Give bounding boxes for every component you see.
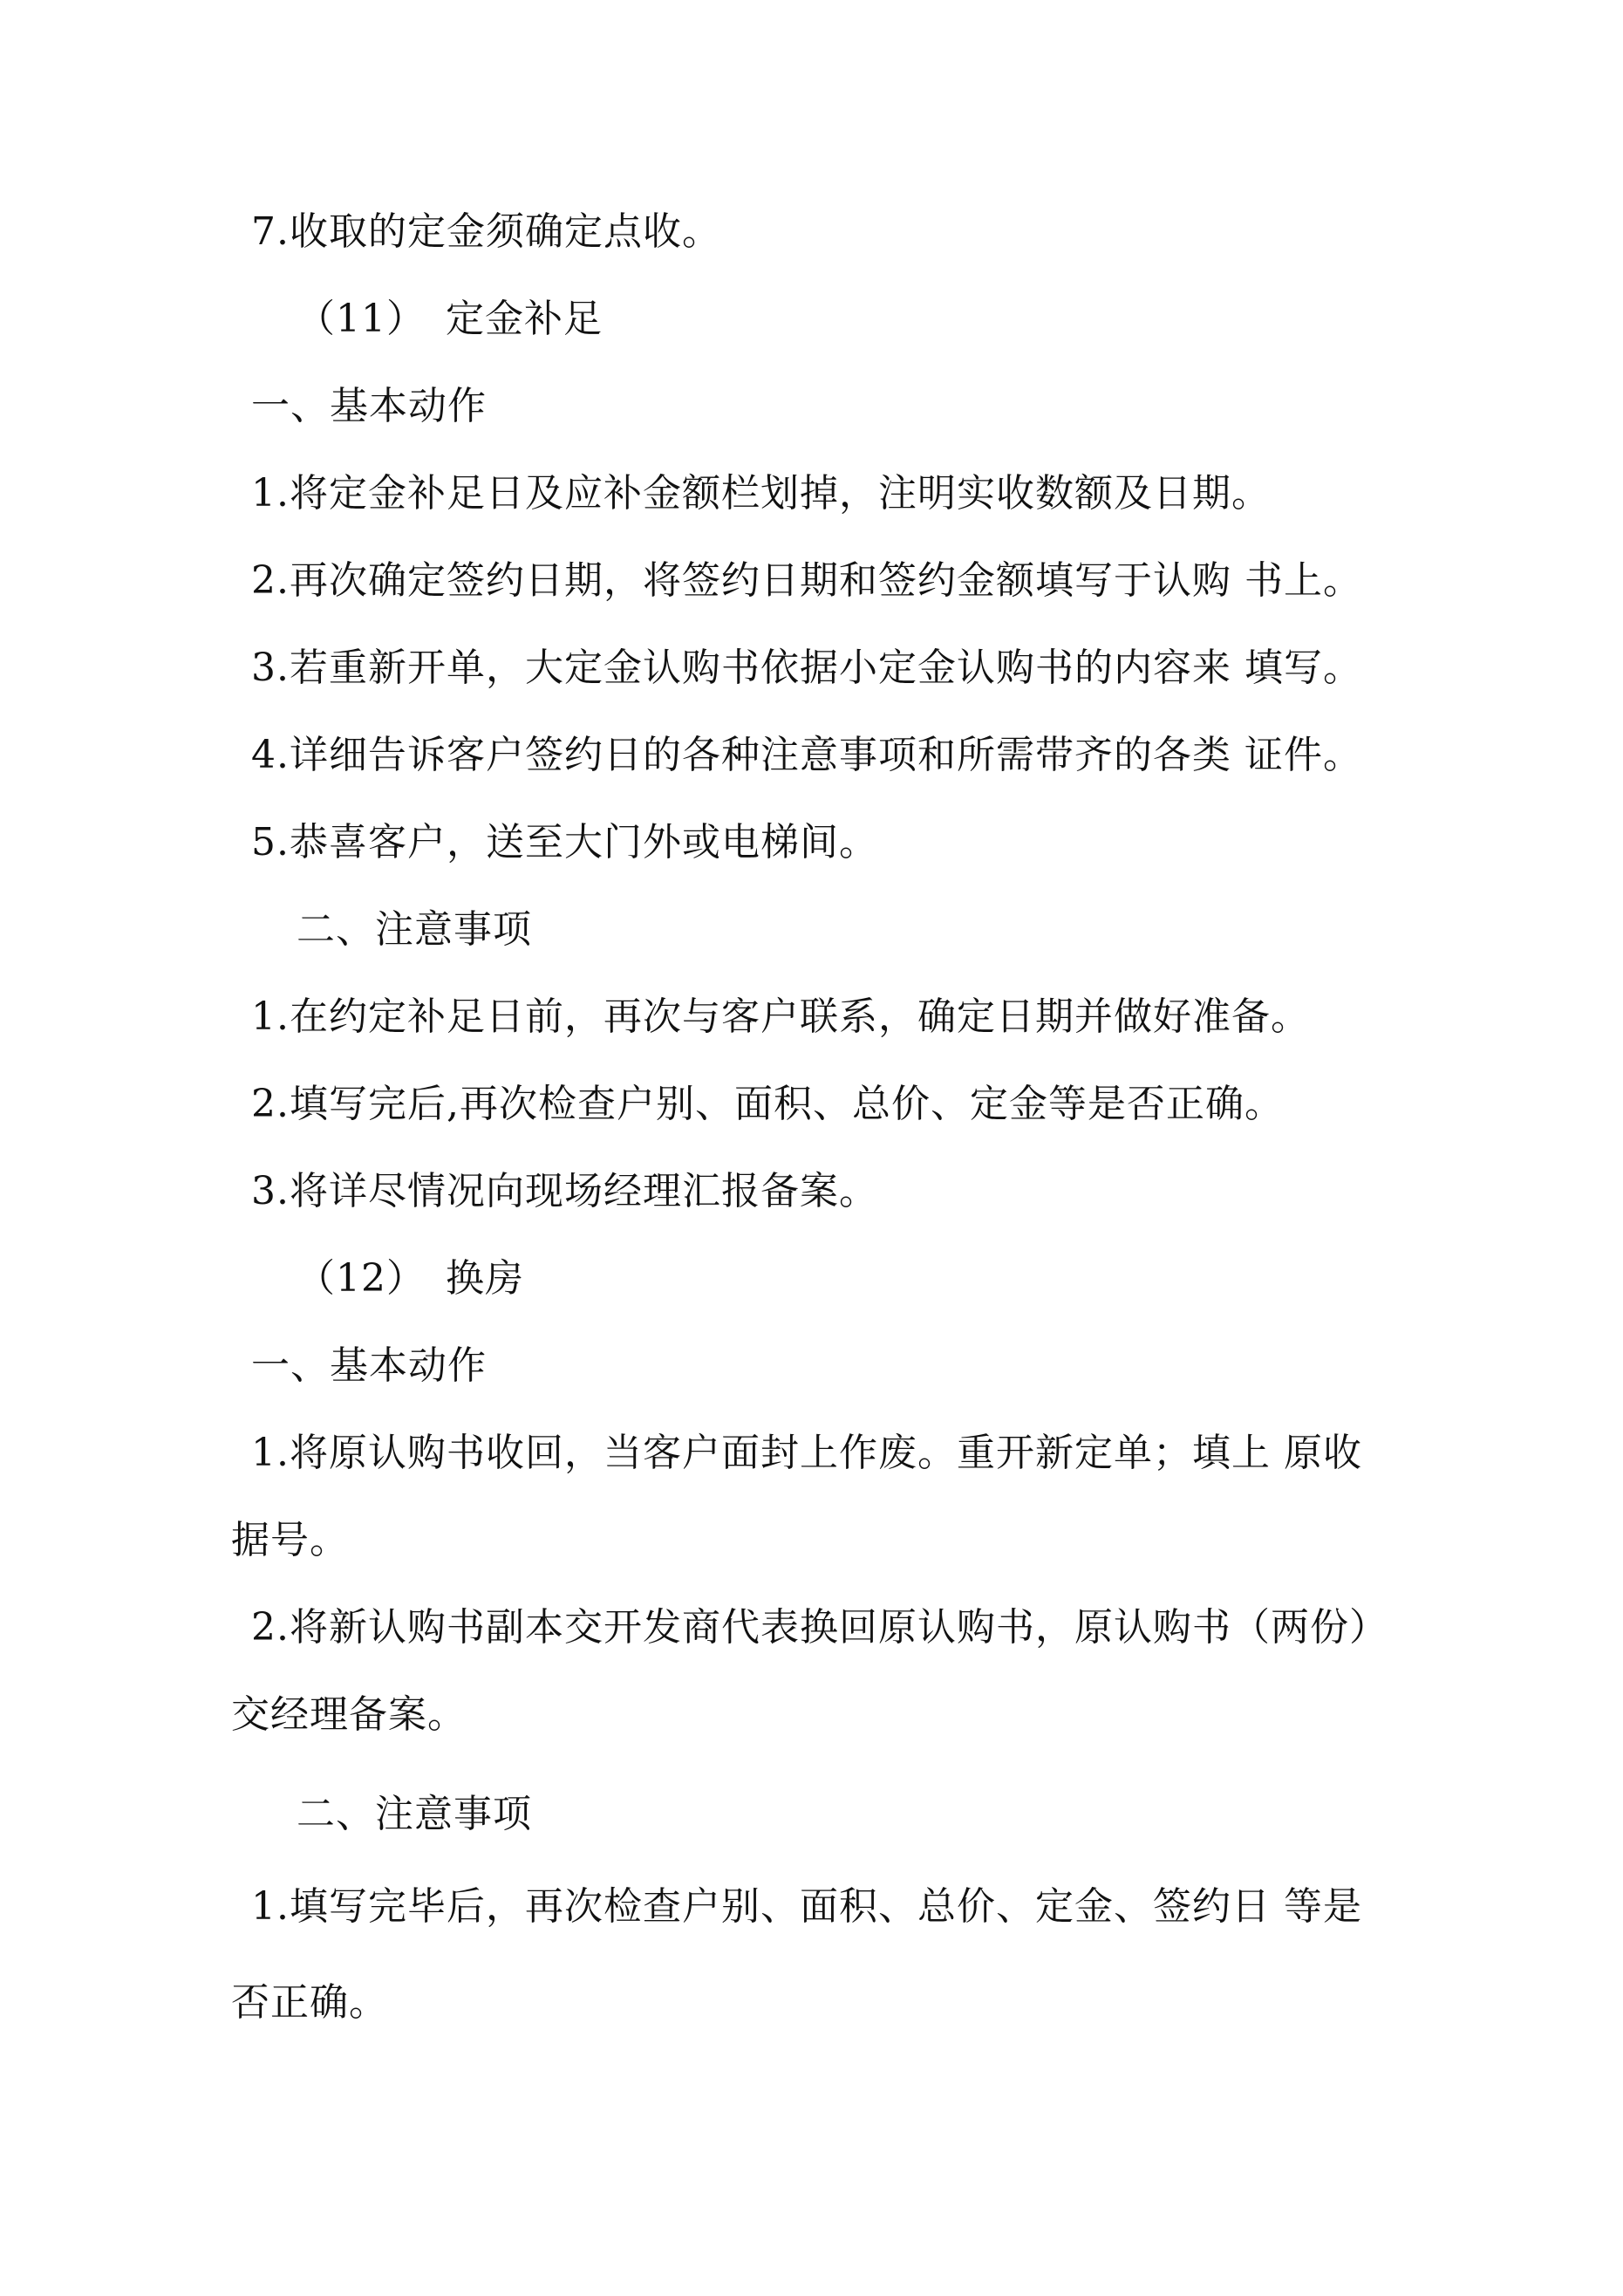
- basic-action-1: 1.将定金补足日及应补金额栏划掉，注明实收数额及日期。: [251, 471, 1271, 516]
- basic-action-3: 3.若重新开单，大定金认购书依据小定金认购书的内容来 填写。: [251, 646, 1362, 690]
- basic-action-2-1: 1.将原认购书收回，当客户面封上作废。重开新定单；填上 原收: [251, 1431, 1362, 1475]
- basic-action-2-1-cont: 据号。: [231, 1518, 349, 1562]
- note-1: 1.在约定补足日前，再次与客户联系，确定日期并做好准备。: [251, 994, 1310, 1039]
- note-3: 3.将详尽情况向现场经理汇报备案。: [251, 1169, 878, 1213]
- section-11-heading: （11） 定金补足: [297, 297, 603, 341]
- notes-heading-2: 二、注意事项: [297, 1792, 532, 1836]
- notes-heading: 二、注意事项: [297, 907, 532, 952]
- basic-action-2-2-cont: 交经理备案。: [231, 1692, 467, 1737]
- note-2-1: 1.填写完毕后，再次检查户别、面积、总价、定金、签约日 等是: [251, 1884, 1362, 1929]
- basic-actions-heading-2: 一、基本动作: [251, 1343, 487, 1388]
- section-12-heading: （12） 换房: [297, 1256, 524, 1301]
- item-7-collect-deposit: 7.收取的定金须确定点收。: [251, 209, 721, 254]
- basic-actions-heading: 一、基本动作: [251, 384, 487, 428]
- note-2: 2.填写完后,再次检查户别、面积、总价、定金等是否正确。: [251, 1082, 1284, 1126]
- basic-action-5: 5.恭喜客户，送至大门外或电梯间。: [251, 820, 878, 864]
- basic-action-4: 4.详细告诉客户签约日的各种注意事项和所需带齐的各类 证件。: [251, 733, 1362, 777]
- basic-action-2: 2.再次确定签约日期，将签约日期和签约金额填写于认购 书上。: [251, 558, 1362, 603]
- note-2-1-cont: 否正确。: [231, 1980, 388, 2025]
- basic-action-2-2: 2.将新认购书副本交开发商代表换回原认购书，原认购书（两份）: [251, 1605, 1388, 1650]
